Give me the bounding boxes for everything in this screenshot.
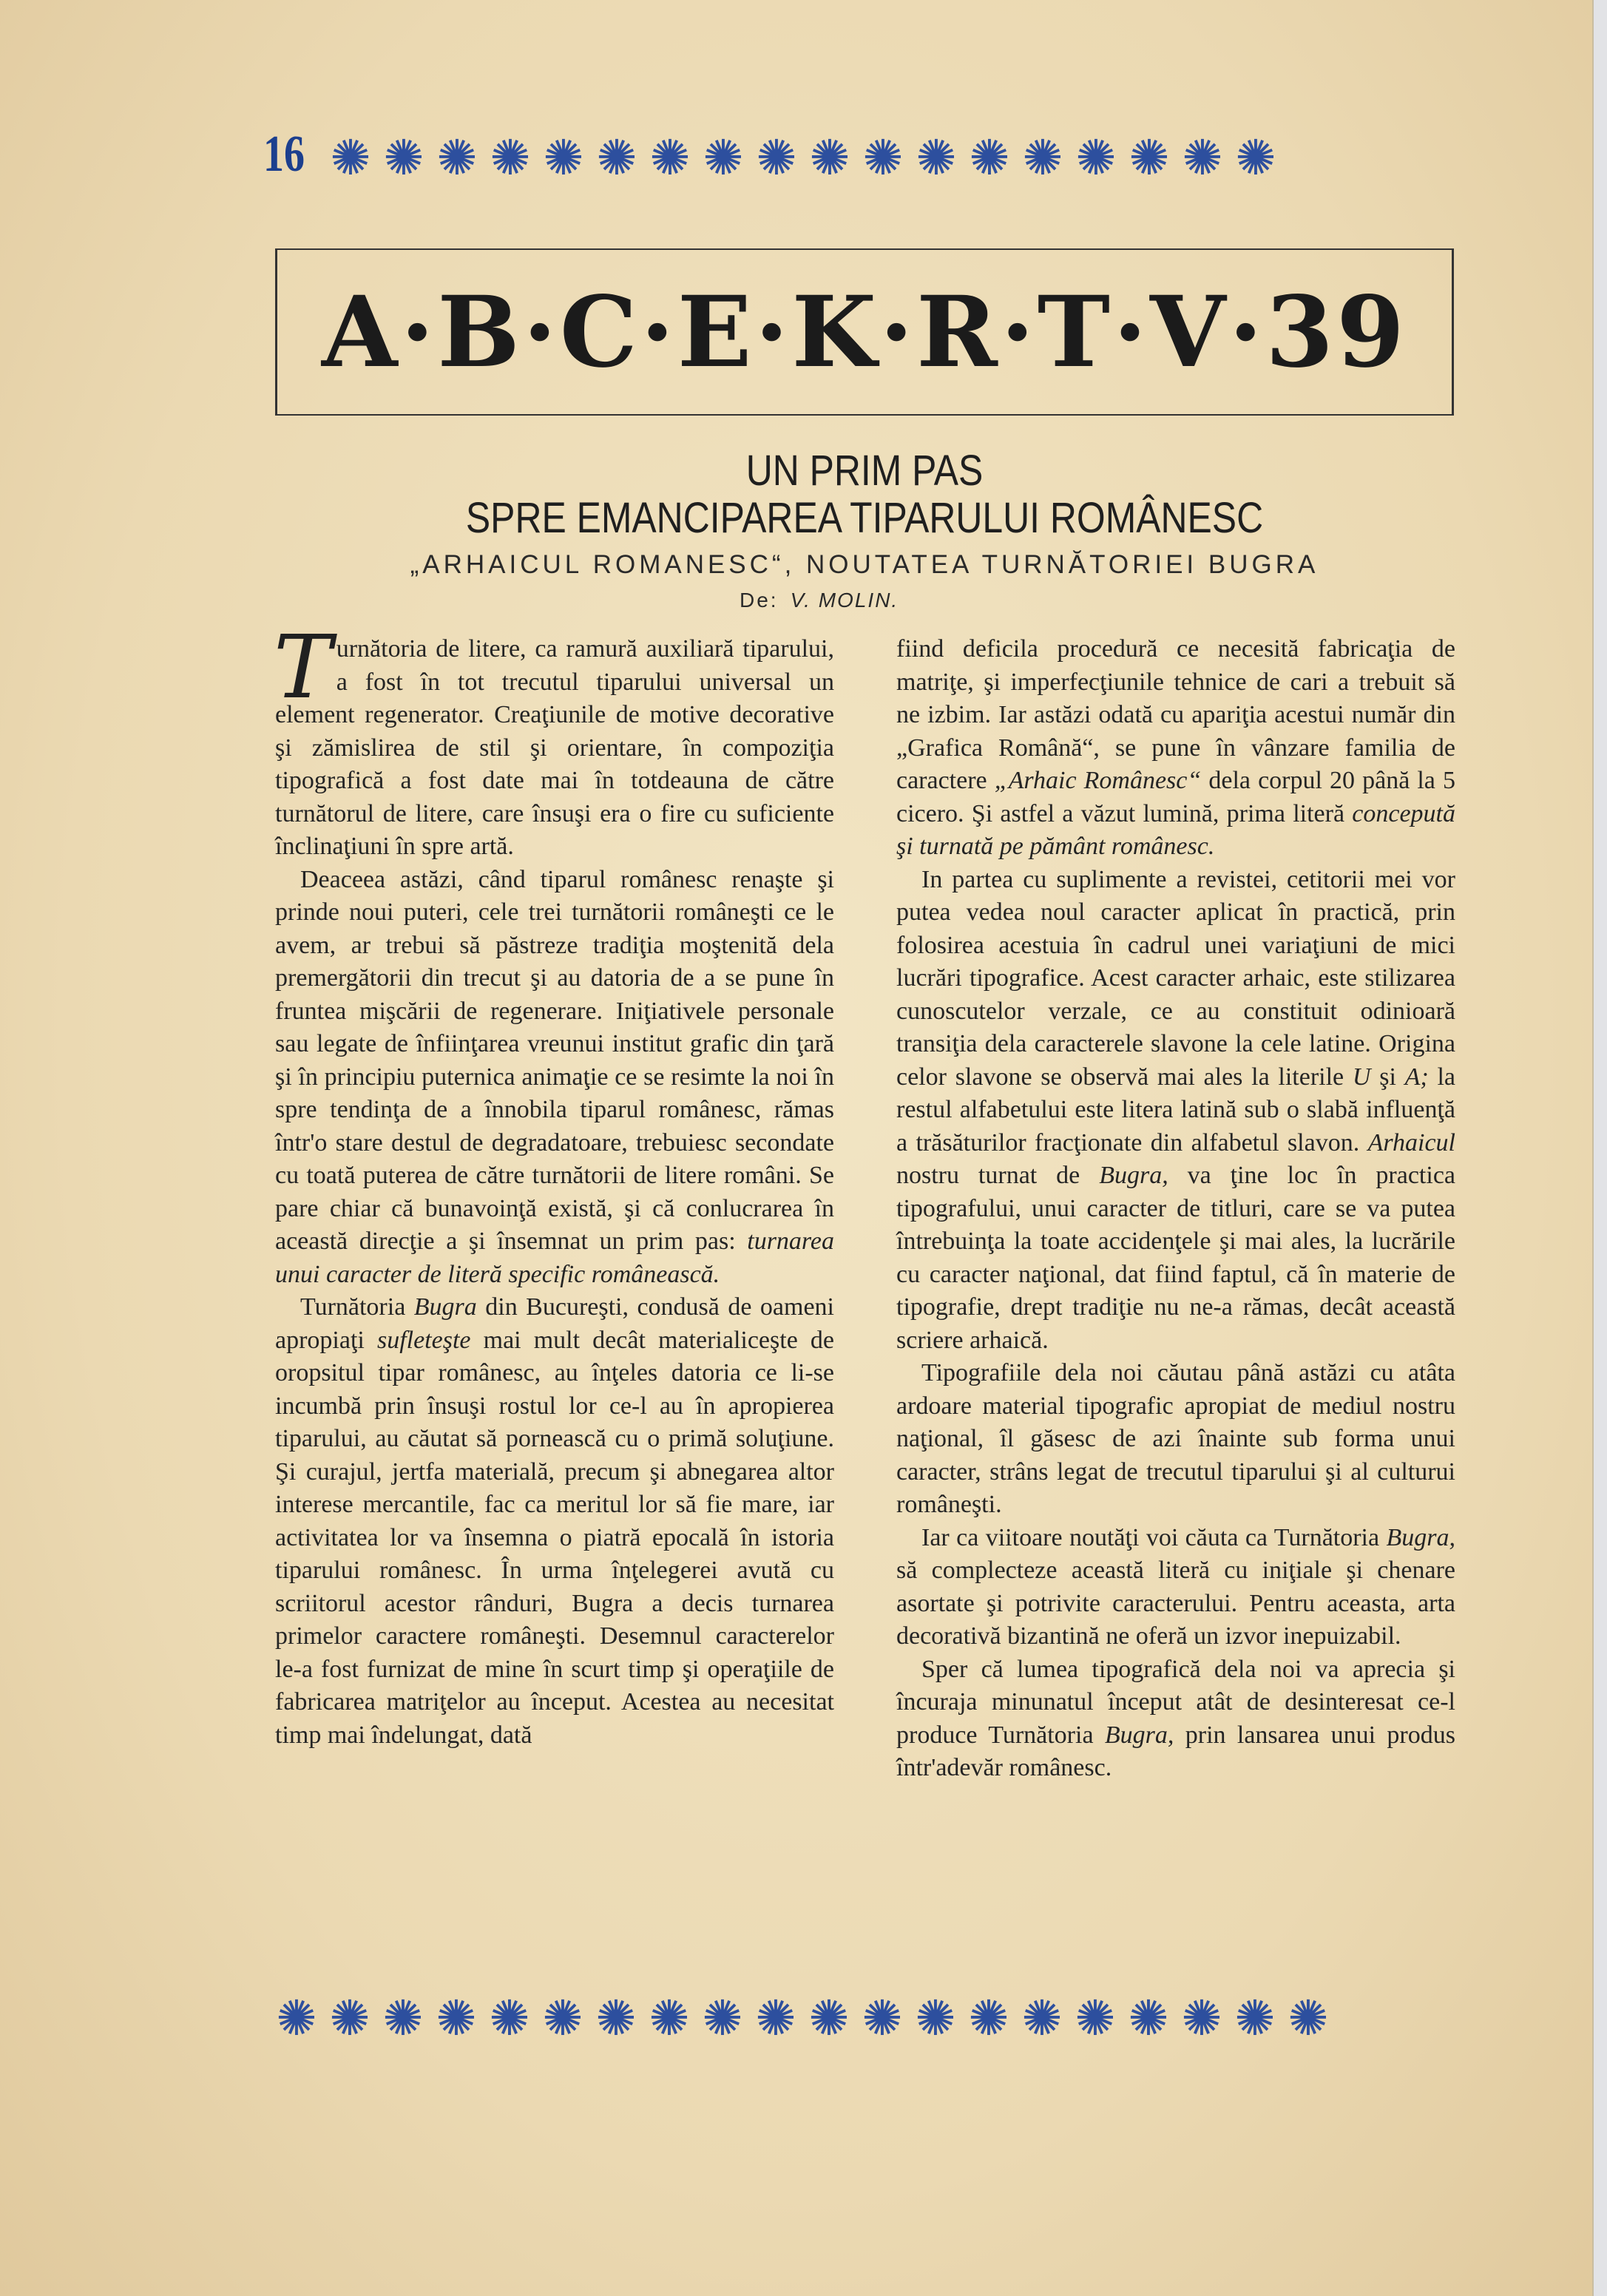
ornament-motif-icon: ✺ [330,129,371,186]
ornament-motif-icon: ✺ [915,1990,956,2047]
ornament-motif-icon: ✺ [276,1990,317,2047]
ornament-motif-icon: ✺ [489,1990,530,2047]
typeface-specimen-box [275,248,1454,416]
ornament-motif-icon: ✺ [1075,129,1117,186]
ornament-motif-icon: ✺ [649,129,691,186]
article-byline [740,589,1035,612]
ornament-motif-icon: ✺ [1128,1990,1169,2047]
ornament-motif-icon: ✺ [1288,1990,1329,2047]
left-paragraph-3: Turnătoria Bugra din Bucureşti, condusă de oameni apropiaţi sufleteşte mai mult decât materialiceşte de oropsitul tipar românesc, au înţeles datoria ce li-se incumbă prin însuşi rostul lor ce-l au în apropierea tiparului, au căutat să pornească cu o primă soluţiune. Şi curajul, jertfa materială, precum şi abnegarea altor interese mercantile, fac ca meritul lor să fie mare, iar activitatea lor va însemna o piatră epocală în istoria tiparului românesc. În urma înţelegerei avută cu scriitorul acestor rânduri, Bugra a decis turnarea primelor caractere româneşti. Desemnul caracterelor le-a fost furnizat de mine în scurt timp şi operaţiile de fabricarea matriţelor au început. Acestea au necesitat timp mai îndelungat, dată [275,1293,834,1749]
ornament-band-bottom [270,1991,1335,2047]
ornament-motif-icon: ✺ [862,1990,903,2047]
scan-edge-strip [1592,0,1607,2296]
right-paragraph-5: Sper că lumea tipografică dela noi va aprecia şi încuraja minunatul început atât de desinteresat ce-l produce Turnătoria Bugra, prin lansarea unui produs într'adevăr românesc. [896,1655,1455,1781]
right-paragraph-1: fiind deficila procedură ce necesită fabricaţia de matriţe, şi imperfecţiunile tehnice de cari a trebuit să ne izbim. Iar astăzi odată cu apariţia acestui număr din „Grafica Română“, se pune în vânzare familia de caractere „Arhaic Românesc“ dela corpul 20 până la 5 cicero. Şi astfel a văzut lumină, prima literă concepută şi turnată pe pământ românesc. [896,635,1455,860]
ornament-motif-icon: ✺ [808,1990,850,2047]
right-paragraph-2: In partea cu suplimente a revistei, cetitorii mei vor putea vedea noul caracter aplicat în practică, prin folosirea acestuia în cadrul unei variaţiuni de mici lucrări tipografice. Acest caracter arhaic, este stilizarea cunoscutelor verzale, ce au constituit odinioară transiţia dela caracterele slavone la cele latine. Origina celor slavone se observă mai ales la literile U şi A; la restul alfabetului este litera latină sub o slabă influenţă a trăsăturilor fracţionate din alfabetul slavon. Arhaicul nostru turnat de Bugra, va ţine loc în practica tipografului, unui caracter de titluri, care se va putea întrebuinţa la toate accidenţele şi mai ales, la lucrările cu caracter naţional, dat fiind faptul, că în materie de tipografie, drept tradiţie nu ne-a rămas, decât această scriere arhaică. [896,865,1455,1354]
ornament-motif-icon: ✺ [1021,1990,1063,2047]
ornament-motif-icon: ✺ [383,129,424,186]
ornament-motif-icon: ✺ [809,129,850,186]
right-column [896,633,1455,1785]
ornament-motif-icon: ✺ [1129,129,1170,186]
ornament-motif-icon: ✺ [1234,1990,1276,2047]
ornament-motif-icon: ✺ [329,1990,371,2047]
byline-prefix: De: [740,589,779,612]
article-title-line1: UN PRIM PAS [745,447,984,495]
ornament-motif-icon: ✺ [1182,129,1223,186]
left-column [274,616,834,1752]
page-number: 16 [263,126,305,183]
ornament-motif-icon: ✺ [543,129,584,186]
ornament-motif-icon: ✺ [862,129,904,186]
ornament-motif-icon: ✺ [595,1990,637,2047]
ornament-motif-icon: ✺ [1075,1990,1116,2047]
ornament-motif-icon: ✺ [382,1990,424,2047]
byline-author: V. MOLIN. [790,589,899,612]
ornament-motif-icon: ✺ [916,129,957,186]
ornament-motif-icon: ✺ [542,1990,583,2047]
ornament-motif-icon: ✺ [1235,129,1276,186]
ornament-motif-icon: ✺ [702,1990,743,2047]
ornament-motif-icon: ✺ [436,1990,477,2047]
ornament-motif-icon: ✺ [596,129,637,186]
ornament-motif-icon: ✺ [1181,1990,1222,2047]
right-paragraph-3: Tipografiile dela noi căutau până astăzi cu atâta ardoare material tipografic apropiat de mediul nostru naţional, îl găsesc de azi înainte sub forma unui caracter, strâns legat de trecutul tiparului şi al culturui româneşti. [896,1359,1455,1518]
ornament-motif-icon: ✺ [969,129,1010,186]
right-paragraph-4: Iar ca viitoare noutăţi voi căuta ca Turnătoria Bugra, să complecteze această literă cu iniţiale şi chenare asortate şi potrivite caracterului. Pentru aceasta, arta decorativă bizantină ne oferă un izvor inepuizabil. [896,1523,1455,1650]
ornament-band-top [324,130,1282,186]
ornament-motif-icon: ✺ [703,129,744,186]
ornament-motif-icon: ✺ [490,129,531,186]
ornament-motif-icon: ✺ [968,1990,1009,2047]
ornament-motif-icon: ✺ [436,129,478,186]
left-paragraph-2: Deaceea astăzi, când tiparul românesc renaşte şi prinde noui puteri, cele trei turnătorii româneşti ce le avem, ar trebui să păstreze tradiţia moştenită dela premergătorii din trecut şi au datoria de a se pune în fruntea mişcării de regenerare. Iniţiativele personale sau legate de înfiinţarea vreunui institut grafic din ţară şi în principiu puternica animaţie ce se resimte la noi în spre tendinţa de a înnobila tiparul românesc, rămas într'o stare destul de degradatoare, trebuiesc secondate cu toată puterea de către turnătorii de litere români. Se pare chiar că bunavoinţă există, şi că conlucrarea în această direcţie a şi însemnat un prim pas: turnarea unui caracter de literă specific românească. [275,865,834,1288]
left-paragraph-1: Turnătoria de litere, ca ramură auxiliară tiparului, a fost în tot trecutul tiparului universal un element regenerator. Creaţiunile de motive decorative şi zămislirea de stil şi orientare, în compoziţia tipografică a fost date mai în totdeauna de către turnătorul de litere, care însuşi era o fire cu suficiente înclinaţiuni în spre artă. [274,616,834,860]
ornament-motif-icon: ✺ [756,129,797,186]
dropcap: T [274,616,332,718]
ornament-motif-icon: ✺ [1022,129,1063,186]
article-subtitle: „ARHAICUL ROMANESC“, NOUTATEA TURNĂTORIEI BUGRA [410,550,1319,579]
ornament-motif-icon: ✺ [649,1990,690,2047]
article-title-line2: SPRE EMANCIPAREA TIPARULUI ROMÂNESC [465,494,1264,542]
typeface-specimen-glyphs: A·B·C·E·K·R·T·V·39 [321,274,1408,390]
ornament-motif-icon: ✺ [755,1990,796,2047]
